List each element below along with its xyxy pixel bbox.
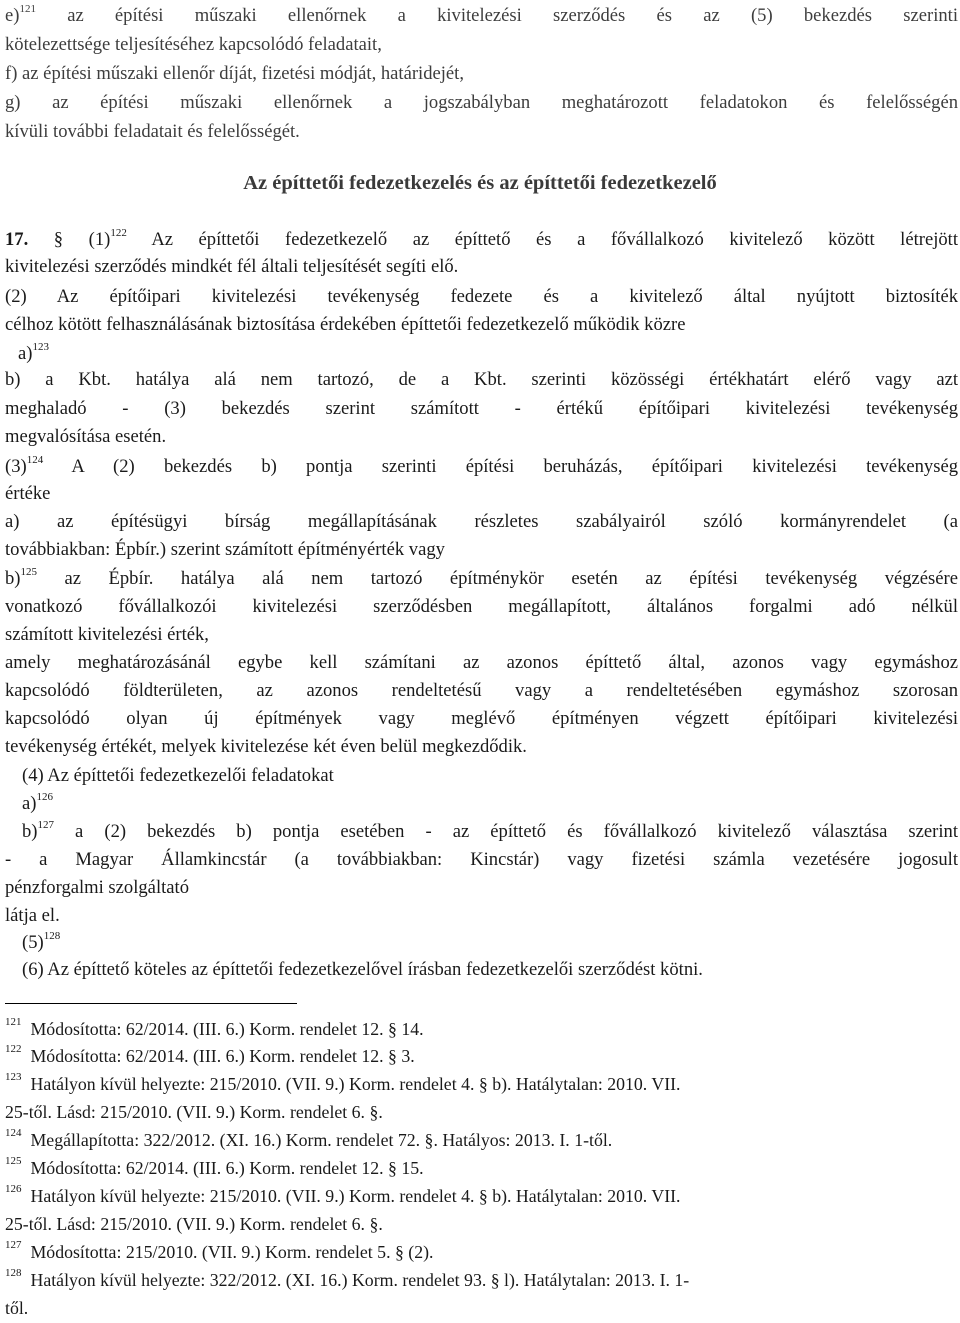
footnote-123: $^{123}$ Hatályon kívül helyezte: 215/2010. (VII. 9.) Korm. rendelet 4. § b). Hatálytalan: 2010. VII. bbox=[5, 1071, 681, 1094]
paragraph-17-2: (2) Az építőipari kivitelezési tevékenység fedezete és a kivitelező által nyújtott biztosíték bbox=[5, 286, 958, 307]
item-3a-cont: továbbiakban: Épbír.) szerint számított építményérték vagy bbox=[5, 539, 445, 560]
item-4b-cont: - a Magyar Államkincstár (a továbbiakban: Kincstár) vagy fizetési számla vezetésére jogosult bbox=[5, 849, 958, 870]
item-3b-cont: vonatkozó fővállalkozói kivitelezési szerződésben megállapított, általános forgalmi adó nélkül bbox=[5, 596, 958, 617]
item-2b-cont: meghaladó - (3) bekezdés szerint számított - értékű építőipari kivitelezési tevékenység bbox=[5, 398, 958, 419]
footnote-ref-126[interactable]: 126 bbox=[36, 790, 53, 803]
footnote-ref-128[interactable]: 128 bbox=[43, 929, 61, 942]
paragraph-17-3-cont: értéke bbox=[5, 483, 51, 504]
item-4a: a)$^{126}$ bbox=[22, 790, 53, 814]
paragraph-17-1-cont: kivitelezési szerződés mindkét fél általi teljesítését segíti elő. bbox=[5, 256, 459, 277]
section-sign-icon: § bbox=[53, 229, 64, 250]
item-e: e)$^{121}$ az építési műszaki ellenőrnek a kivitelezési szerződés és az (5) bekezdés szerinti bbox=[5, 2, 958, 26]
paragraph-17-2-cont: célhoz kötött felhasználásának biztosítása érdekében építtetői fedezetkezelő működik közre bbox=[5, 314, 686, 335]
paragraph-17-1: 17. § $(1)^{122}$ Az építtetői fedezetkezelő az építtető és a fővállalkozó kivitelező között létrejött bbox=[5, 226, 959, 250]
footnote-128: $^{128}$ Hatályon kívül helyezte: 322/2012. (XI. 16.) Korm. rendelet 93. § l). Hatálytalan: 2013. I. 1- bbox=[5, 1267, 690, 1290]
footnote-ref-122[interactable]: 122 bbox=[110, 226, 127, 239]
item-g: g) az építési műszaki ellenőrnek a jogszabályban meghatározott feladatokon és felelősségén bbox=[5, 92, 958, 113]
item-4b: b)$^{127}$ a (2) bekezdés b) pontja esetében - az építtető és fővállalkozó kivitelező választása szerint bbox=[22, 818, 958, 842]
item-3c-cont3: tevékenység értékét, melyek kivitelezése két éven belül megkezdődik. bbox=[5, 736, 527, 757]
footnote-126: $^{126}$ Hatályon kívül helyezte: 215/2010. (VII. 9.) Korm. rendelet 4. § b). Hatálytalan: 2010. VII. bbox=[5, 1183, 681, 1206]
footnote-separator bbox=[5, 1003, 297, 1004]
item-3b-cont2: számított kivitelezési érték, bbox=[5, 624, 209, 645]
footnote-125: $^{125}$ Módosította: 62/2014. (III. 6.) Korm. rendelet 12. § 15. bbox=[5, 1155, 424, 1178]
paragraph-17-4: (4) Az építtetői fedezetkezelői feladatokat bbox=[22, 765, 334, 786]
footnote-ref-121[interactable]: 121 bbox=[19, 2, 36, 15]
footnote-ref-127[interactable]: 127 bbox=[37, 818, 54, 831]
paragraph-17-5: $(5)^{128}$ bbox=[22, 929, 61, 953]
item-4b-cont2: pénzforgalmi szolgáltató bbox=[5, 877, 189, 898]
item-3c-cont2: kapcsolódó olyan új építmények vagy meglévő építményen végzett építőipari kivitelezési bbox=[5, 708, 958, 729]
item-3a: a) az építésügyi bírság megállapításának részletes szabályairól szóló kormányrendelet (a bbox=[5, 511, 958, 532]
footnote-126-cont: 25-től. Lásd: 215/2010. (VII. 9.) Korm. rendelet 6. §. bbox=[5, 1214, 383, 1234]
item-e-cont: kötelezettsége teljesítéséhez kapcsolódó feladatait, bbox=[5, 34, 382, 55]
item-2b-cont2: megvalósítása esetén. bbox=[5, 426, 167, 447]
item-3c: amely meghatározásánál egybe kell számítani az azonos építtető által, azonos vagy egymáshoz bbox=[5, 652, 958, 673]
item-2b: b) a Kbt. hatálya alá nem tartozó, de a Kbt. szerinti közösségi értékhatárt elérő vagy azt bbox=[5, 369, 958, 390]
footnote-ref-123[interactable]: 123 bbox=[32, 340, 49, 353]
footnote-121: $^{121}$ Módosította: 62/2014. (III. 6.) Korm. rendelet 12. § 14. bbox=[5, 1016, 424, 1039]
item-g-cont: kívüli további feladatait és felelősségét. bbox=[5, 121, 300, 142]
footnote-127: $^{127}$ Módosította: 215/2010. (VII. 9.) Korm. rendelet 5. § (2). bbox=[5, 1239, 434, 1262]
item-3b: b)$^{125}$ az Épbír. hatálya alá nem tartozó építménykör esetén az építési tevékenység végzésére bbox=[5, 565, 958, 589]
footnote-122: $^{122}$ Módosította: 62/2014. (III. 6.) Korm. rendelet 12. § 3. bbox=[5, 1043, 415, 1066]
footnote-128-cont: től. bbox=[5, 1298, 29, 1318]
item-3c-cont: kapcsolódó földterületen, az azonos rendeltetésű vagy a rendeltetésében egymáshoz szorosan bbox=[5, 680, 958, 701]
paragraph-17-3: $(3)^{124}$ A (2) bekezdés b) pontja szerinti építési beruházás, építőipari kivitelezési tevékenység bbox=[5, 453, 958, 477]
footnote-124: $^{124}$ Megállapította: 322/2012. (XI. 16.) Korm. rendelet 72. §. Hatályos: 2013. I. 1-től. bbox=[5, 1127, 613, 1150]
footnote-ref-124[interactable]: 124 bbox=[26, 453, 44, 466]
section-heading: Az építtetői fedezetkezelés és az építtetői fedezetkezelő bbox=[243, 172, 717, 194]
item-2a: a)$^{123}$ bbox=[18, 340, 49, 364]
footnote-ref-125[interactable]: 125 bbox=[20, 565, 37, 578]
paragraph-17-6: (6) Az építtető köteles az építtetői fedezetkezelővel írásban fedezetkezelői szerződést kötni. bbox=[22, 959, 703, 980]
item-f: f) az építési műszaki ellenőr díját, fizetési módját, határidejét, bbox=[5, 63, 464, 84]
footnote-123-cont: 25-től. Lásd: 215/2010. (VII. 9.) Korm. rendelet 6. §. bbox=[5, 1102, 383, 1122]
item-4c: látja el. bbox=[5, 905, 60, 926]
